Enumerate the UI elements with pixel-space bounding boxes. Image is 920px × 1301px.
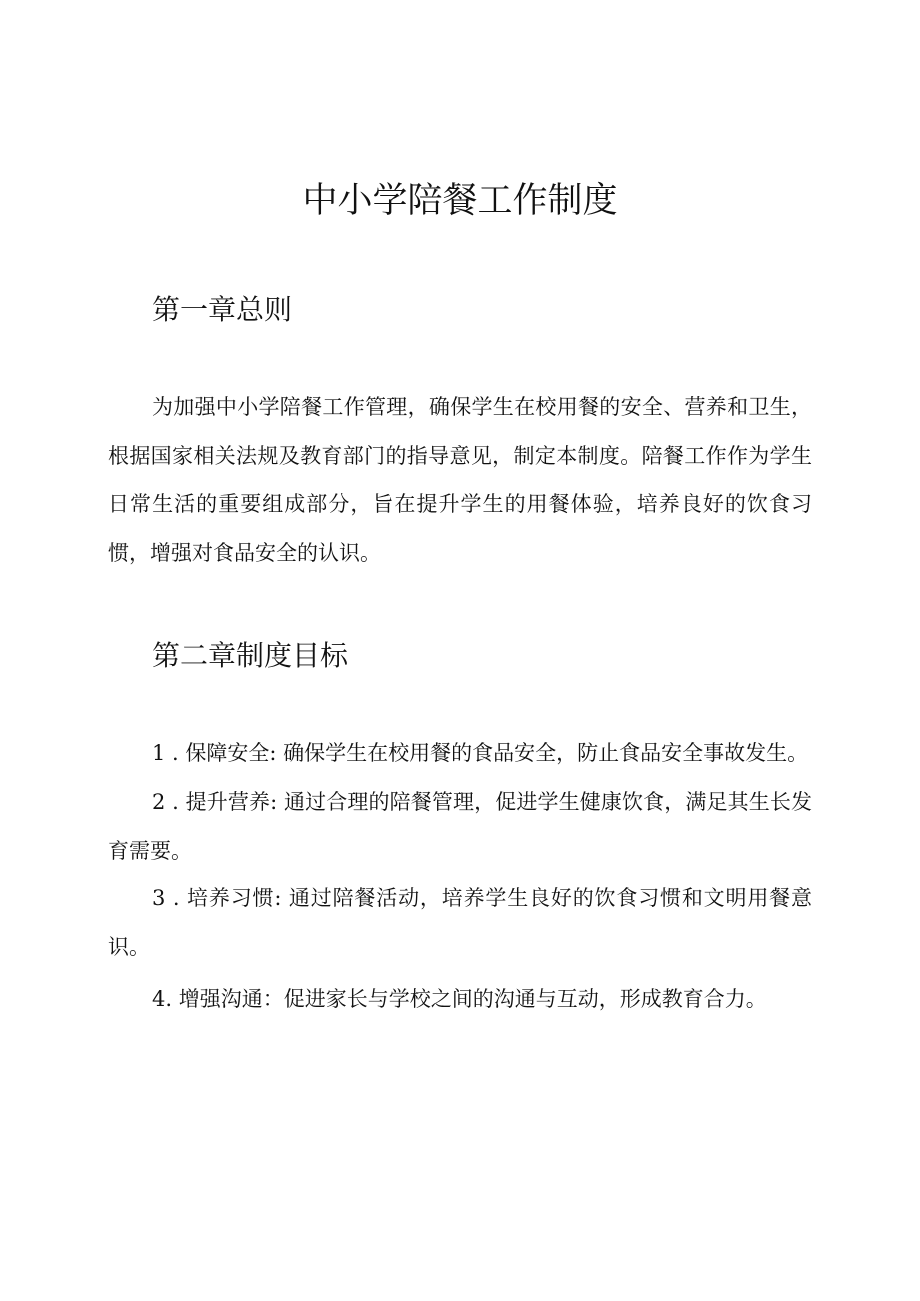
objective-item-habits: 3 . 培养习惯: 通过陪餐活动，培养学生良好的饮食习惯和文明用餐意识。 [108, 886, 812, 959]
document-title: 中小学陪餐工作制度 [302, 181, 618, 221]
chapter-heading-general-provisions: 第一章总则 [152, 293, 293, 326]
chapter-one-paragraph: 为加强中小学陪餐工作管理，确保学生在校用餐的安全、营养和卫生，根据国家相关法规及教育部门的指导意见，制定本制度。陪餐工作作为学生日常生活的重要组成部分，旨在提升学生的用餐体验，培养良好的饮食习惯，增强对食品安全的认识。 [108, 395, 812, 565]
chapter-heading-system-objectives: 第二章制度目标 [152, 639, 349, 672]
objective-item-nutrition: 2 . 提升营养: 通过合理的陪餐管理，促进学生健康饮食，满足其生长发育需要。 [108, 790, 812, 863]
objective-item-communication: 4. 增强沟通：促进家长与学校之间的沟通与互动，形成教育合力。 [152, 987, 767, 1011]
objective-item-safety: 1 . 保障安全: 确保学生在校用餐的食品安全，防止食品安全事故发生。 [152, 741, 809, 765]
